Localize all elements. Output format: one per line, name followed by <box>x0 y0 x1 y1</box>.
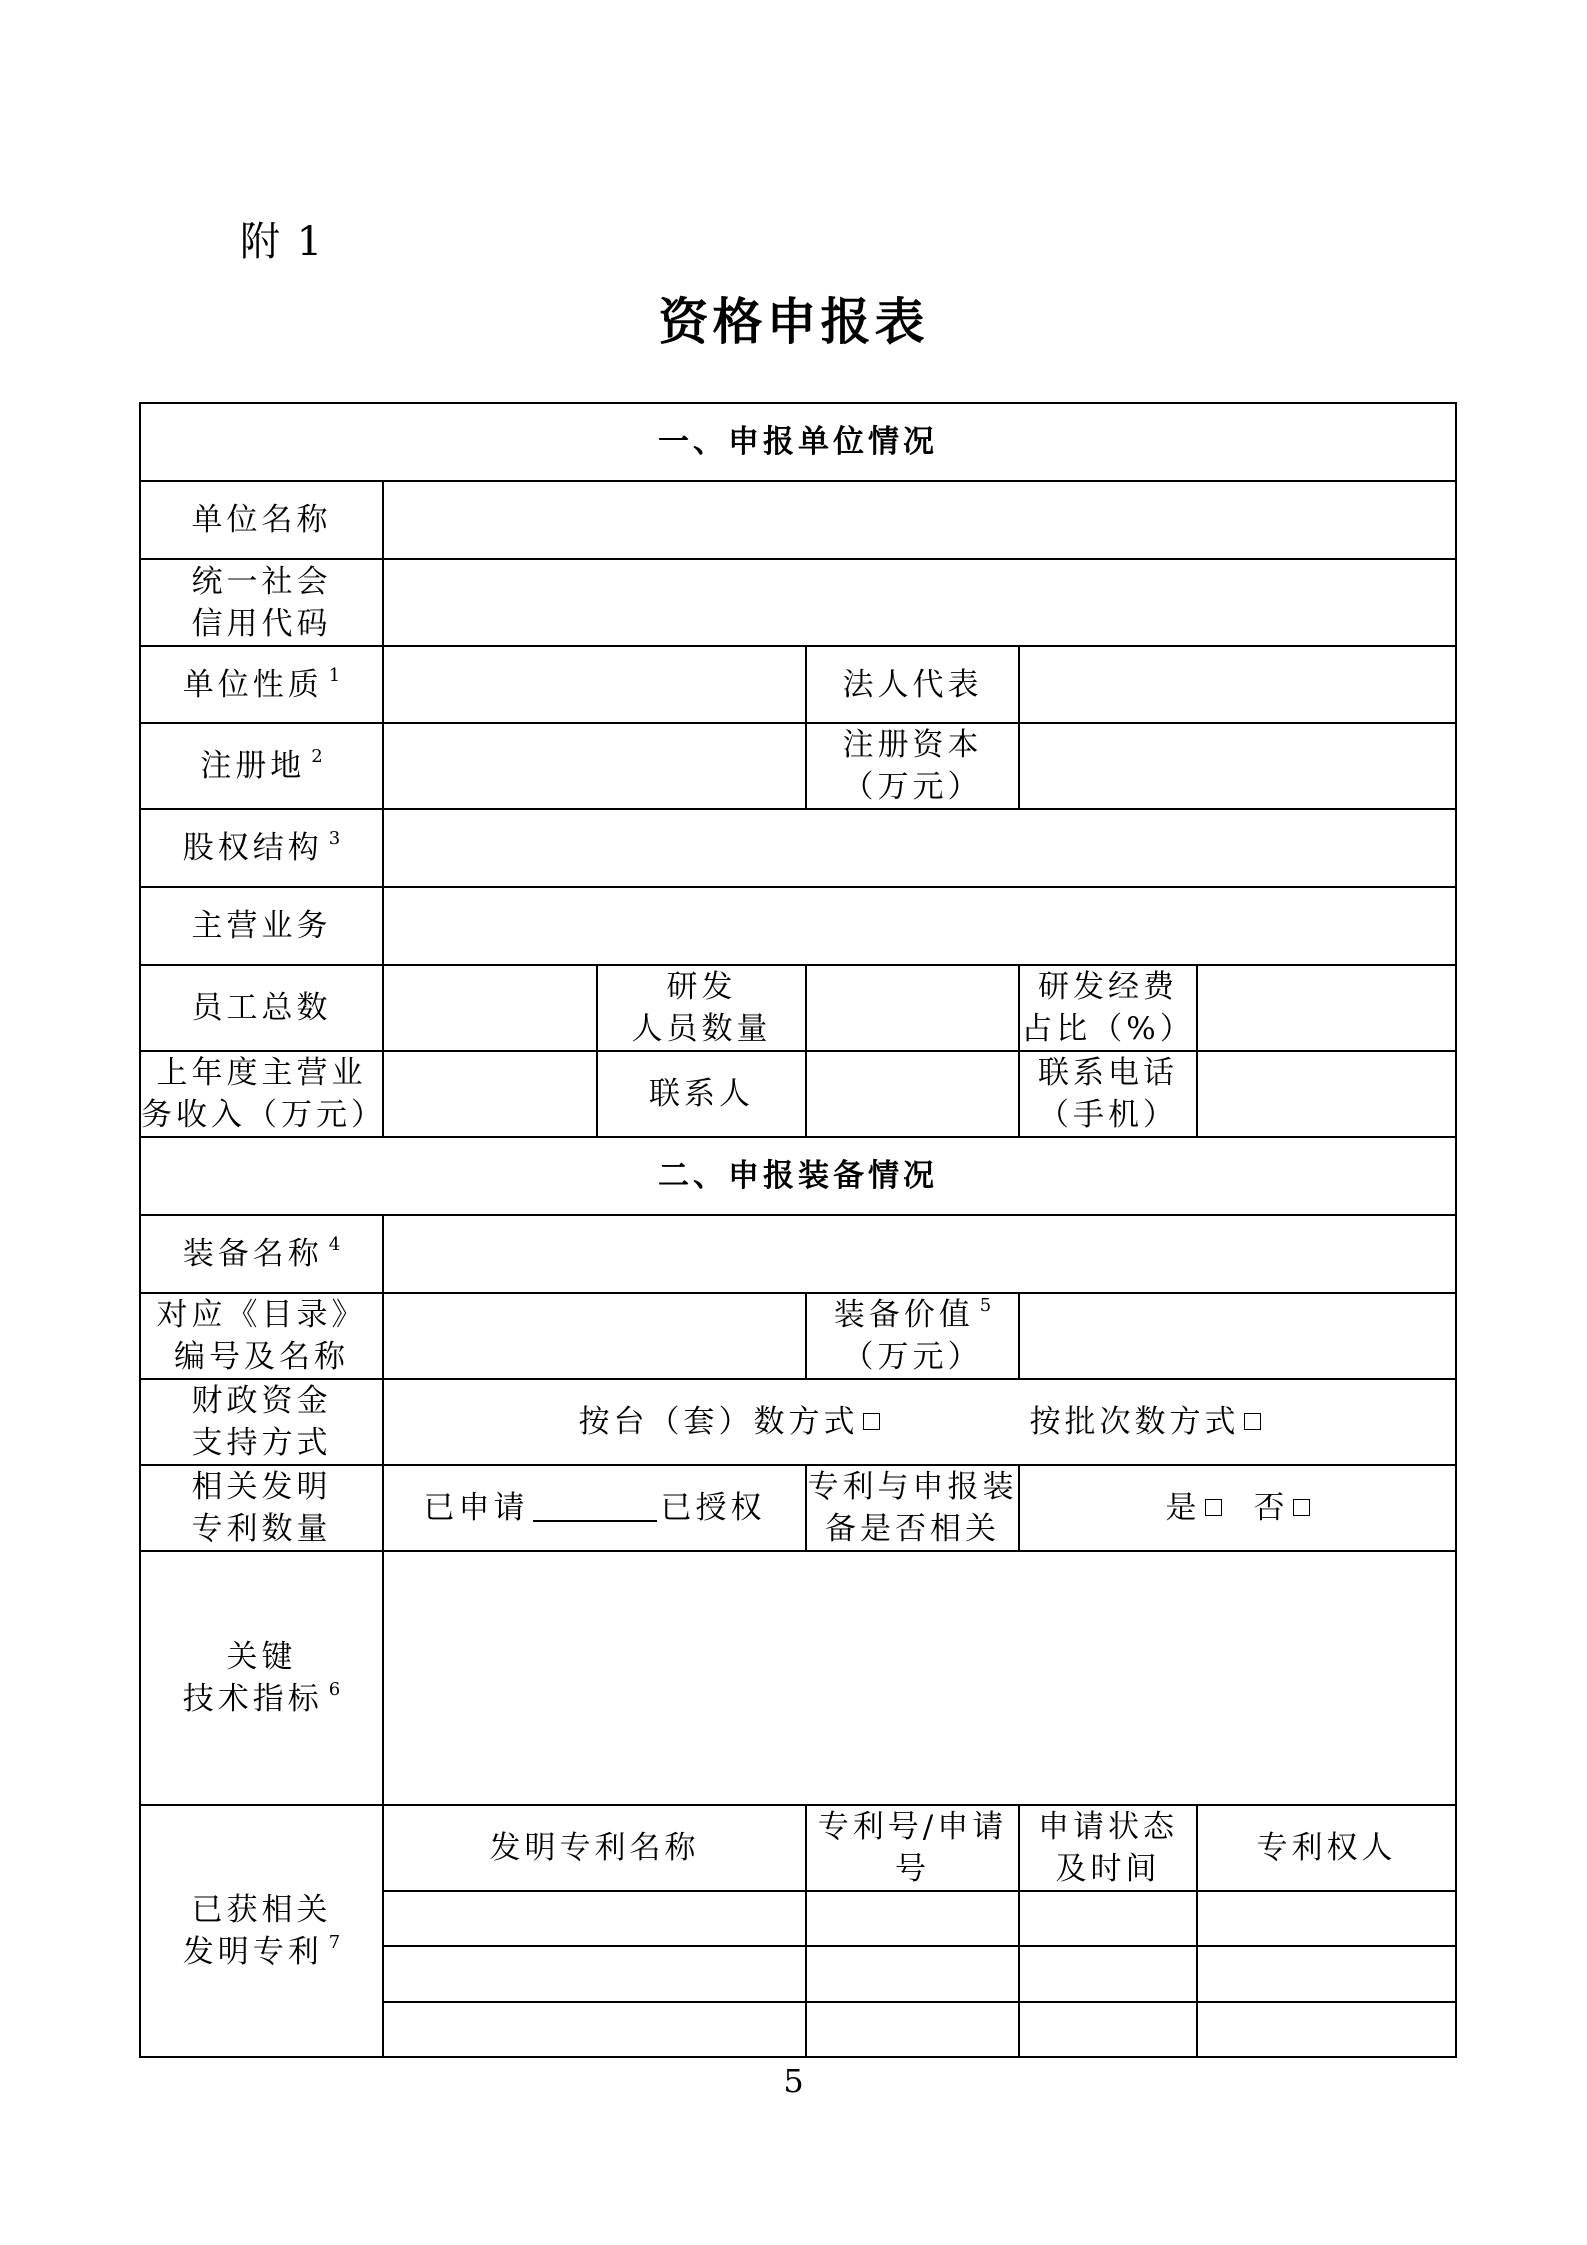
equip-name-field[interactable] <box>383 1215 1456 1293</box>
catalog-label: 对应《目录》 编号及名称 <box>140 1293 383 1379</box>
equip-value-field[interactable] <box>1019 1293 1456 1379</box>
patent-name-cell[interactable] <box>383 1946 806 2002</box>
rd-ratio-field[interactable] <box>1197 965 1456 1051</box>
col-patentee: 专利权人 <box>1197 1805 1456 1891</box>
unit-name-field[interactable] <box>383 481 1456 559</box>
checkbox-icon <box>1205 1499 1222 1516</box>
footnote-ref: 4 <box>328 1234 341 1255</box>
no-option[interactable]: 否 <box>1254 1487 1310 1529</box>
patentee-cell[interactable] <box>1197 1946 1456 2002</box>
credit-code-field[interactable] <box>383 559 1456 646</box>
col-status-time: 申请状态 及时间 <box>1019 1805 1197 1891</box>
col-patent-name: 发明专利名称 <box>383 1805 806 1891</box>
reg-capital-label: 注册资本 （万元） <box>806 723 1019 809</box>
rd-staff-field[interactable] <box>806 965 1019 1051</box>
credit-code-label: 统一社会 信用代码 <box>140 559 383 646</box>
checkbox-icon <box>863 1413 880 1430</box>
yes-option[interactable]: 是 <box>1166 1487 1222 1529</box>
footnote-ref: 6 <box>328 1679 341 1700</box>
patent-count-field: 已申请 已授权 <box>383 1465 806 1551</box>
reg-place-label: 注册地 $^2$ <box>140 723 383 809</box>
col-patent-number: 专利号/申请号 <box>806 1805 1019 1891</box>
patentee-cell[interactable] <box>1197 2002 1456 2057</box>
last-revenue-label: 上年度主营业 务收入（万元） <box>140 1051 383 1137</box>
patents-obtained-label: 已获相关 发明专利 $^7$ <box>140 1805 383 2057</box>
contact-phone-label: 联系电话 （手机） <box>1019 1051 1197 1137</box>
patent-count-label: 相关发明 专利数量 <box>140 1465 383 1551</box>
contact-label: 联系人 <box>597 1051 806 1137</box>
employees-label: 员工总数 <box>140 965 383 1051</box>
patent-number-cell[interactable] <box>806 1946 1019 2002</box>
main-business-field[interactable] <box>383 887 1456 965</box>
page-number: 5 <box>783 2062 804 2100</box>
rd-staff-label: 研发 人员数量 <box>597 965 806 1051</box>
legal-rep-field[interactable] <box>1019 646 1456 723</box>
funding-option-by-unit[interactable]: 按台（套）数方式 <box>579 1401 880 1443</box>
patentee-cell[interactable] <box>1197 1891 1456 1946</box>
employees-field[interactable] <box>383 965 597 1051</box>
patent-related-label: 专利与申报装 备是否相关 <box>806 1465 1019 1551</box>
patent-related-options <box>1019 1465 1456 1551</box>
equity-label: 股权结构 $^3$ <box>140 809 383 887</box>
status-time-cell[interactable] <box>1019 1891 1197 1946</box>
funding-options <box>383 1379 1456 1465</box>
reg-capital-field[interactable] <box>1019 723 1456 809</box>
catalog-field[interactable] <box>383 1293 806 1379</box>
footnote-ref: 2 <box>311 746 323 767</box>
patent-name-cell[interactable] <box>383 2002 806 2057</box>
section2-heading: 二、申报装备情况 <box>140 1137 1456 1215</box>
patent-name-cell[interactable] <box>383 1891 806 1946</box>
footnote-ref: 7 <box>328 1932 341 1953</box>
equip-name-label: 装备名称 $^4$ <box>140 1215 383 1293</box>
rd-ratio-label: 研发经费 占比（%） <box>1019 965 1197 1051</box>
contact-phone-field[interactable] <box>1197 1051 1456 1137</box>
funding-option-by-batch[interactable]: 按批次数方式 <box>1030 1401 1261 1443</box>
equity-field[interactable] <box>383 809 1456 887</box>
patent-number-cell[interactable] <box>806 2002 1019 2057</box>
footnote-ref: 1 <box>328 664 341 686</box>
unit-nature-field[interactable] <box>383 646 806 723</box>
checkbox-icon <box>1293 1499 1310 1516</box>
contact-field[interactable] <box>806 1051 1019 1137</box>
main-business-label: 主营业务 <box>140 887 383 965</box>
applied-count-input[interactable] <box>533 1490 657 1522</box>
legal-rep-label: 法人代表 <box>806 646 1019 723</box>
page-title: 资格申报表 <box>658 292 929 351</box>
footnote-ref: 3 <box>328 828 341 849</box>
section1-heading: 一、申报单位情况 <box>140 403 1456 481</box>
key-tech-field[interactable] <box>383 1551 1456 1805</box>
footnote-ref: 5 <box>979 1295 992 1316</box>
key-tech-label: 关键 技术指标 $^6$ <box>140 1551 383 1805</box>
last-revenue-field[interactable] <box>383 1051 597 1137</box>
patent-number-cell[interactable] <box>806 1891 1019 1946</box>
attachment-label: 附 1 <box>240 219 325 265</box>
unit-name-label: 单位名称 <box>140 481 383 559</box>
status-time-cell[interactable] <box>1019 2002 1197 2057</box>
reg-place-field[interactable] <box>383 723 806 809</box>
funding-label: 财政资金 支持方式 <box>140 1379 383 1465</box>
equip-value-label: 装备价值 $^5$ （万元） <box>806 1293 1019 1379</box>
qualification-form-table <box>139 402 1457 2058</box>
status-time-cell[interactable] <box>1019 1946 1197 2002</box>
checkbox-icon <box>1244 1413 1261 1430</box>
unit-nature-label: 单位性质 $^1$ <box>140 646 383 723</box>
